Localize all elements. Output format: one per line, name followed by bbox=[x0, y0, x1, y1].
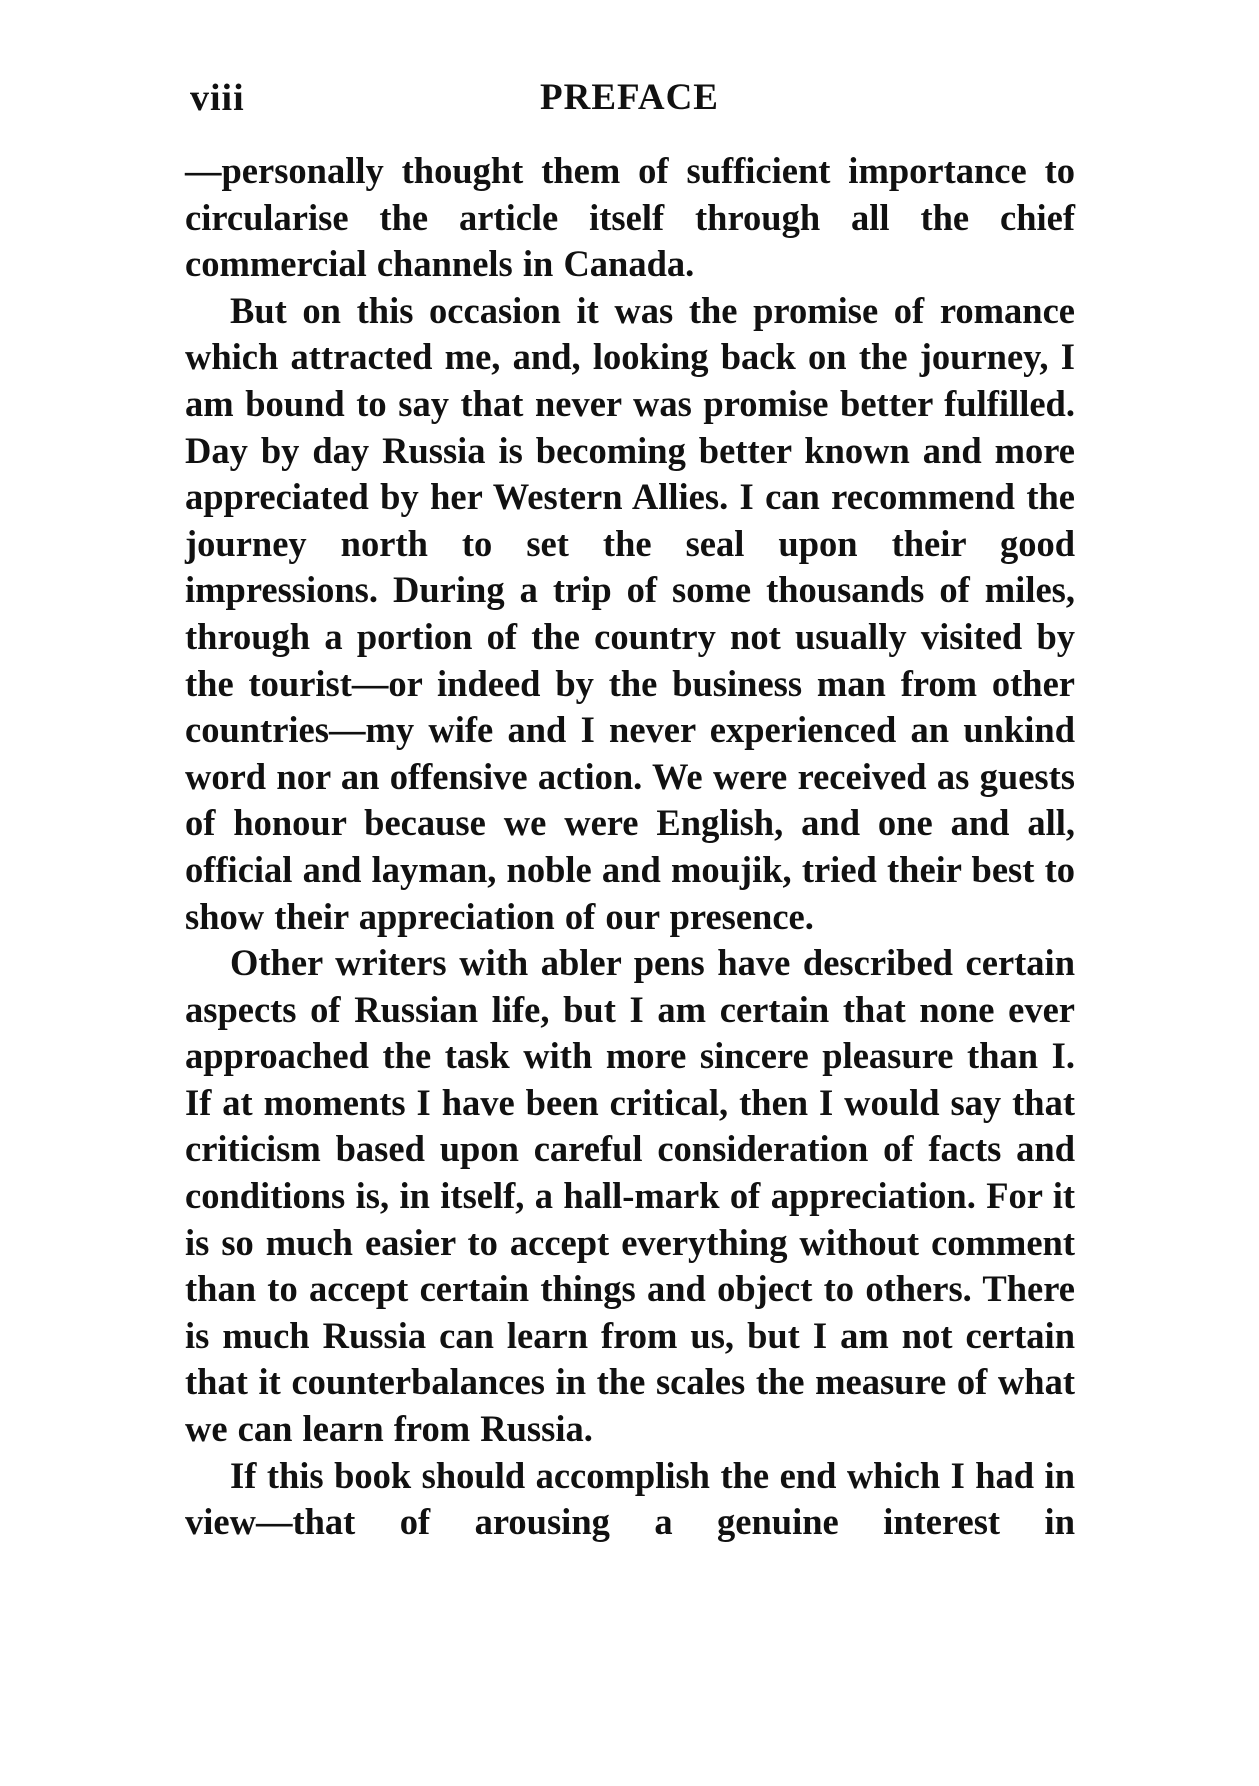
paragraph: Other writers with abler pens have described certain aspects of Russian life, but I am certain that none ever approached the task with more sincere pleasure than I. If at moments I have been critical, then I would say that criticism based upon careful consideration of facts and conditions is, in itself, a hall-mark of appreciation. For it is so much easier to accept everything without comment than to accept certain things and object to others. There is much Russia can learn from us, but I am not certain that it counterbalances in the scales the measure of what we can learn from Russia. bbox=[185, 942, 1075, 1450]
body-text bbox=[185, 148, 1075, 1546]
paragraph-continued: —personally thought them of sufficient importance to circularise the article itself through all the chief commercial channels in Canada. bbox=[185, 150, 1075, 285]
paragraph-final: If this book should accomplish the end which I had in view—that of arousing a genuine interest in bbox=[185, 1454, 1075, 1543]
page-number: viii bbox=[190, 77, 245, 119]
running-title: PREFACE bbox=[540, 77, 719, 118]
running-head bbox=[190, 76, 1080, 126]
paragraph: But on this occasion it was the promise of romance which attracted me, and, looking back on the journey, I am bound to say that never was promise better fulfilled. Day by day Russia is becoming better known and more appreciated by her Western Allies. I can recommend the journey north to set the seal upon their good impressions. During a trip of some thousands of miles, through a portion of the country not usually visited by the tourist—or indeed by the business man from other countries—my wife and I never experienced an unkind word nor an offensive action. We were received as guests of honour because we were English, and one and all, official and layman, noble and moujik, tried their best to show their appreciation of our presence. bbox=[185, 289, 1075, 937]
